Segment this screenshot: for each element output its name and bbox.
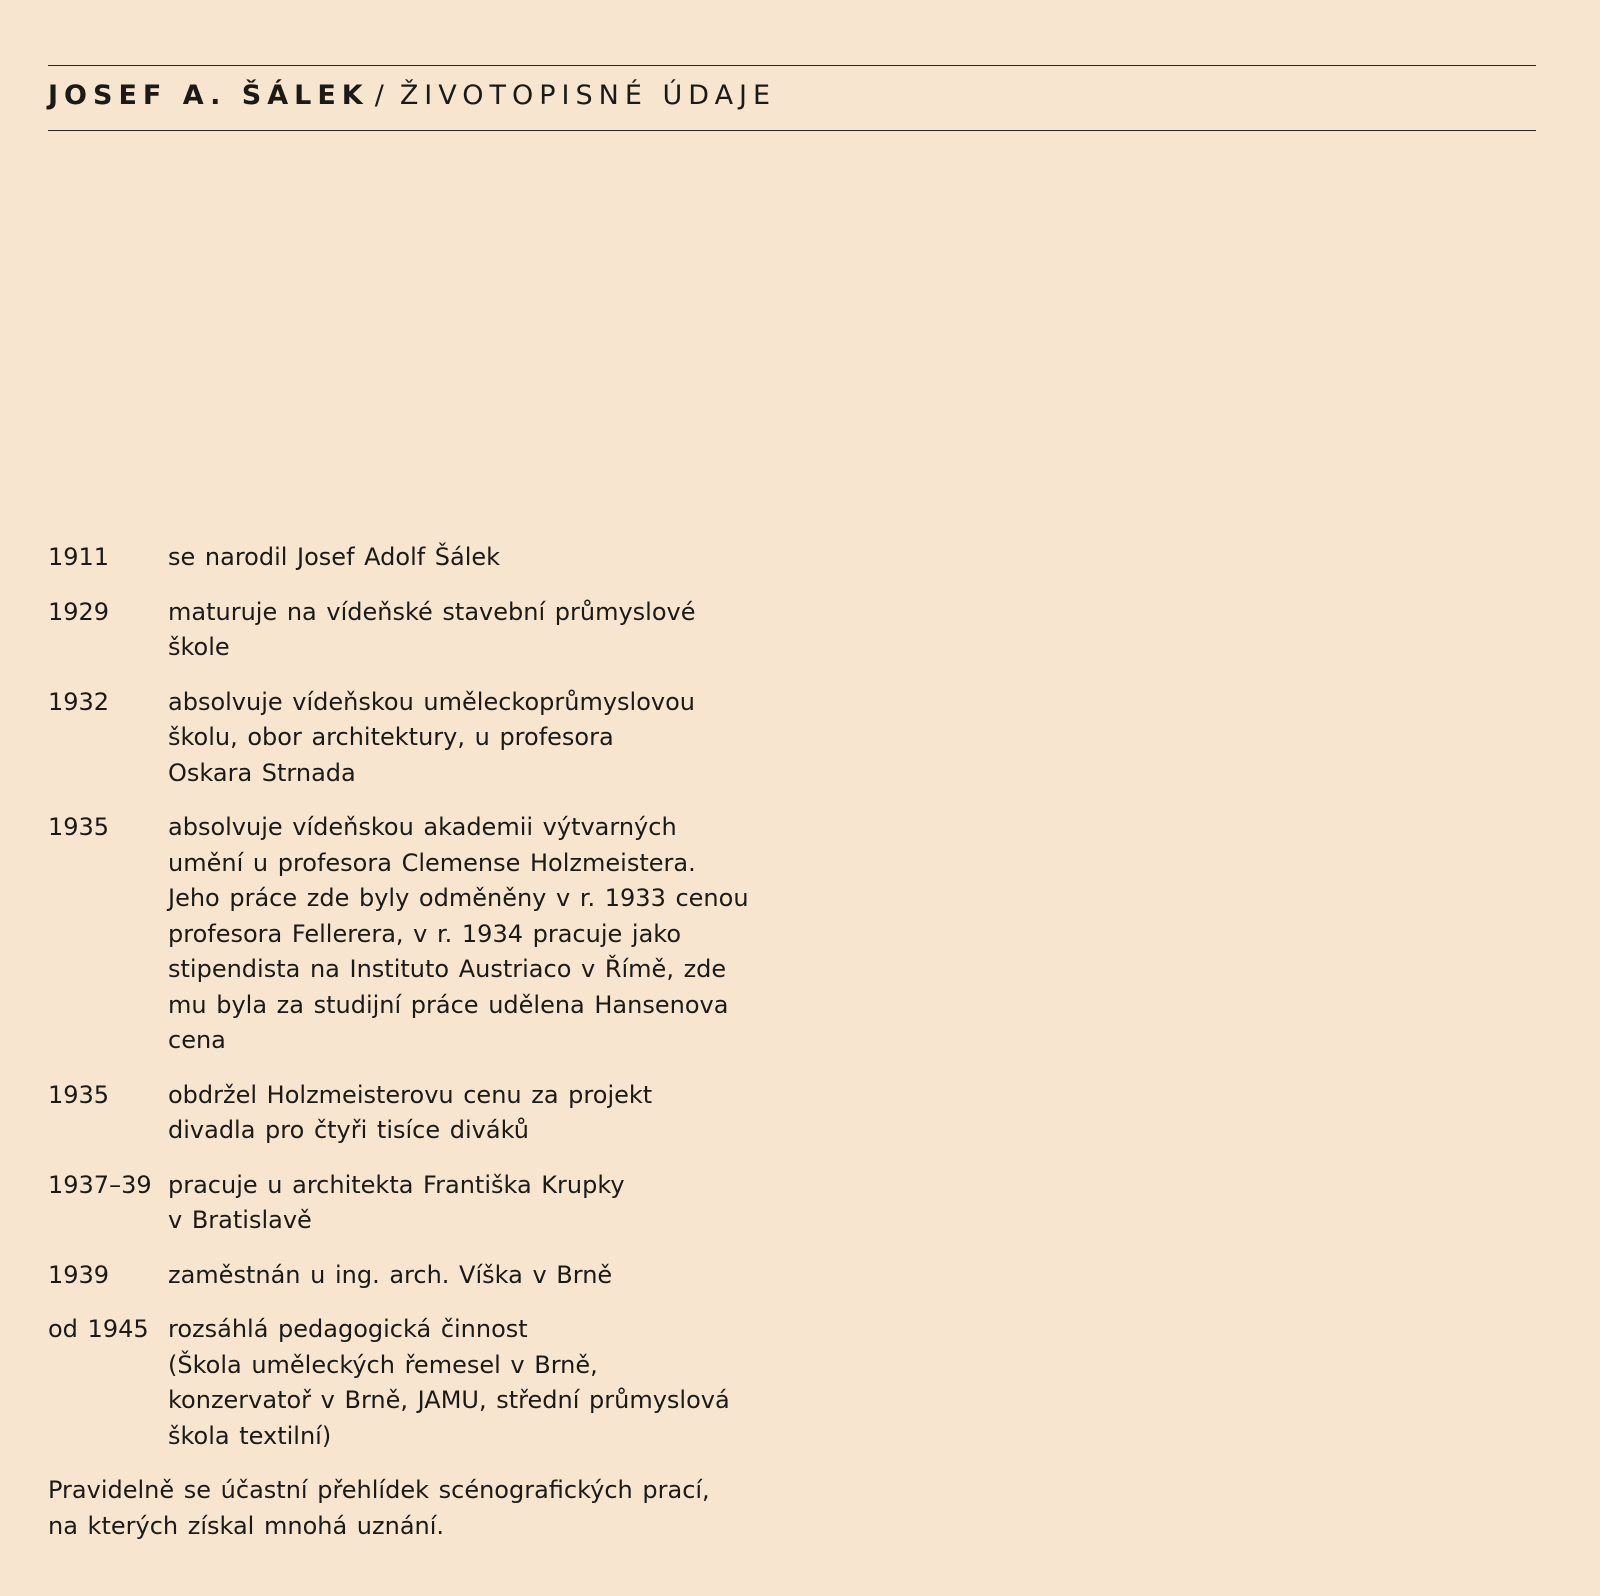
bio-entry xyxy=(48,540,788,576)
entry-year: od 1945 xyxy=(48,1315,149,1343)
entry-line: cena xyxy=(168,1026,226,1054)
entry-text xyxy=(168,1258,788,1294)
entry-line: škole xyxy=(168,633,230,661)
entry-line: rozsáhlá pedagogická činnost xyxy=(168,1315,528,1343)
entry-line: divadla pro čtyři tisíce diváků xyxy=(168,1116,529,1144)
bio-entry xyxy=(48,810,788,1059)
bio-entry xyxy=(48,1312,788,1454)
entry-line: absolvuje vídeňskou uměleckoprůmyslovou xyxy=(168,687,695,716)
entry-text xyxy=(168,540,788,576)
entry-line: stipendista na Instituto Austriaco v Římě, zde xyxy=(168,955,727,983)
entry-line: absolvuje vídeňskou akademii výtvarných xyxy=(168,813,677,841)
bio-entry xyxy=(48,1078,788,1149)
top-rule xyxy=(48,65,1536,66)
entry-line: mu byla za studijní práce udělena Hansenova xyxy=(168,990,729,1019)
bio-entry xyxy=(48,1168,788,1239)
entry-line: Jeho práce zde byly odměněny v r. 1933 cenou xyxy=(168,884,749,912)
entry-line: se narodil Josef Adolf Šálek xyxy=(168,543,501,571)
entry-year: 1935 xyxy=(48,813,110,841)
entry-text xyxy=(168,685,788,792)
entry-line: škola textilní) xyxy=(168,1421,332,1450)
title-name: JOSEF A. ŠÁLEK xyxy=(48,80,369,111)
entry-line: pracuje u architekta Františka Krupky xyxy=(168,1170,625,1199)
entry-text xyxy=(168,1312,788,1454)
entry-line: profesora Fellerera, v r. 1934 pracuje jako xyxy=(168,919,681,948)
title-subtitle: ŽIVOTOPISNÉ ÚDAJE xyxy=(399,80,777,111)
entry-year: 1929 xyxy=(48,597,110,626)
title-separator: / xyxy=(374,80,390,111)
biography xyxy=(48,540,788,1544)
entry-year: 1937–39 xyxy=(48,1170,152,1199)
entry-text xyxy=(168,1168,788,1239)
bottom-rule xyxy=(48,130,1536,131)
closing-line: Pravidelně se účastní přehlídek scénografických prací, xyxy=(48,1476,710,1504)
entry-text xyxy=(168,595,788,666)
entry-line: maturuje na vídeňské stavební průmyslové xyxy=(168,597,696,626)
closing-paragraph xyxy=(48,1473,788,1544)
entry-year: 1939 xyxy=(48,1260,110,1289)
entry-line: školu, obor architektury, u profesora xyxy=(168,723,614,751)
entry-text xyxy=(168,810,788,1059)
bio-entry xyxy=(48,685,788,792)
page-title xyxy=(48,80,776,111)
entry-year: 1932 xyxy=(48,687,110,716)
entry-line: obdržel Holzmeisterovu cenu za projekt xyxy=(168,1080,653,1109)
entry-line: (Škola uměleckých řemesel v Brně, xyxy=(168,1350,598,1379)
entry-line: Oskara Strnada xyxy=(168,758,356,787)
entry-line: konzervatoř v Brně, JAMU, střední průmyslová xyxy=(168,1386,730,1414)
entry-text xyxy=(168,1078,788,1149)
entry-line: v Bratislavě xyxy=(168,1206,312,1234)
entry-year: 1935 xyxy=(48,1080,110,1109)
bio-entry xyxy=(48,595,788,666)
closing-line: na kterých získal mnohá uznání. xyxy=(48,1511,445,1540)
bio-entry xyxy=(48,1258,788,1294)
entry-year: 1911 xyxy=(48,543,110,571)
entry-line: zaměstnán u ing. arch. Víška v Brně xyxy=(168,1260,613,1289)
entry-line: umění u profesora Clemense Holzmeistera. xyxy=(168,848,696,877)
